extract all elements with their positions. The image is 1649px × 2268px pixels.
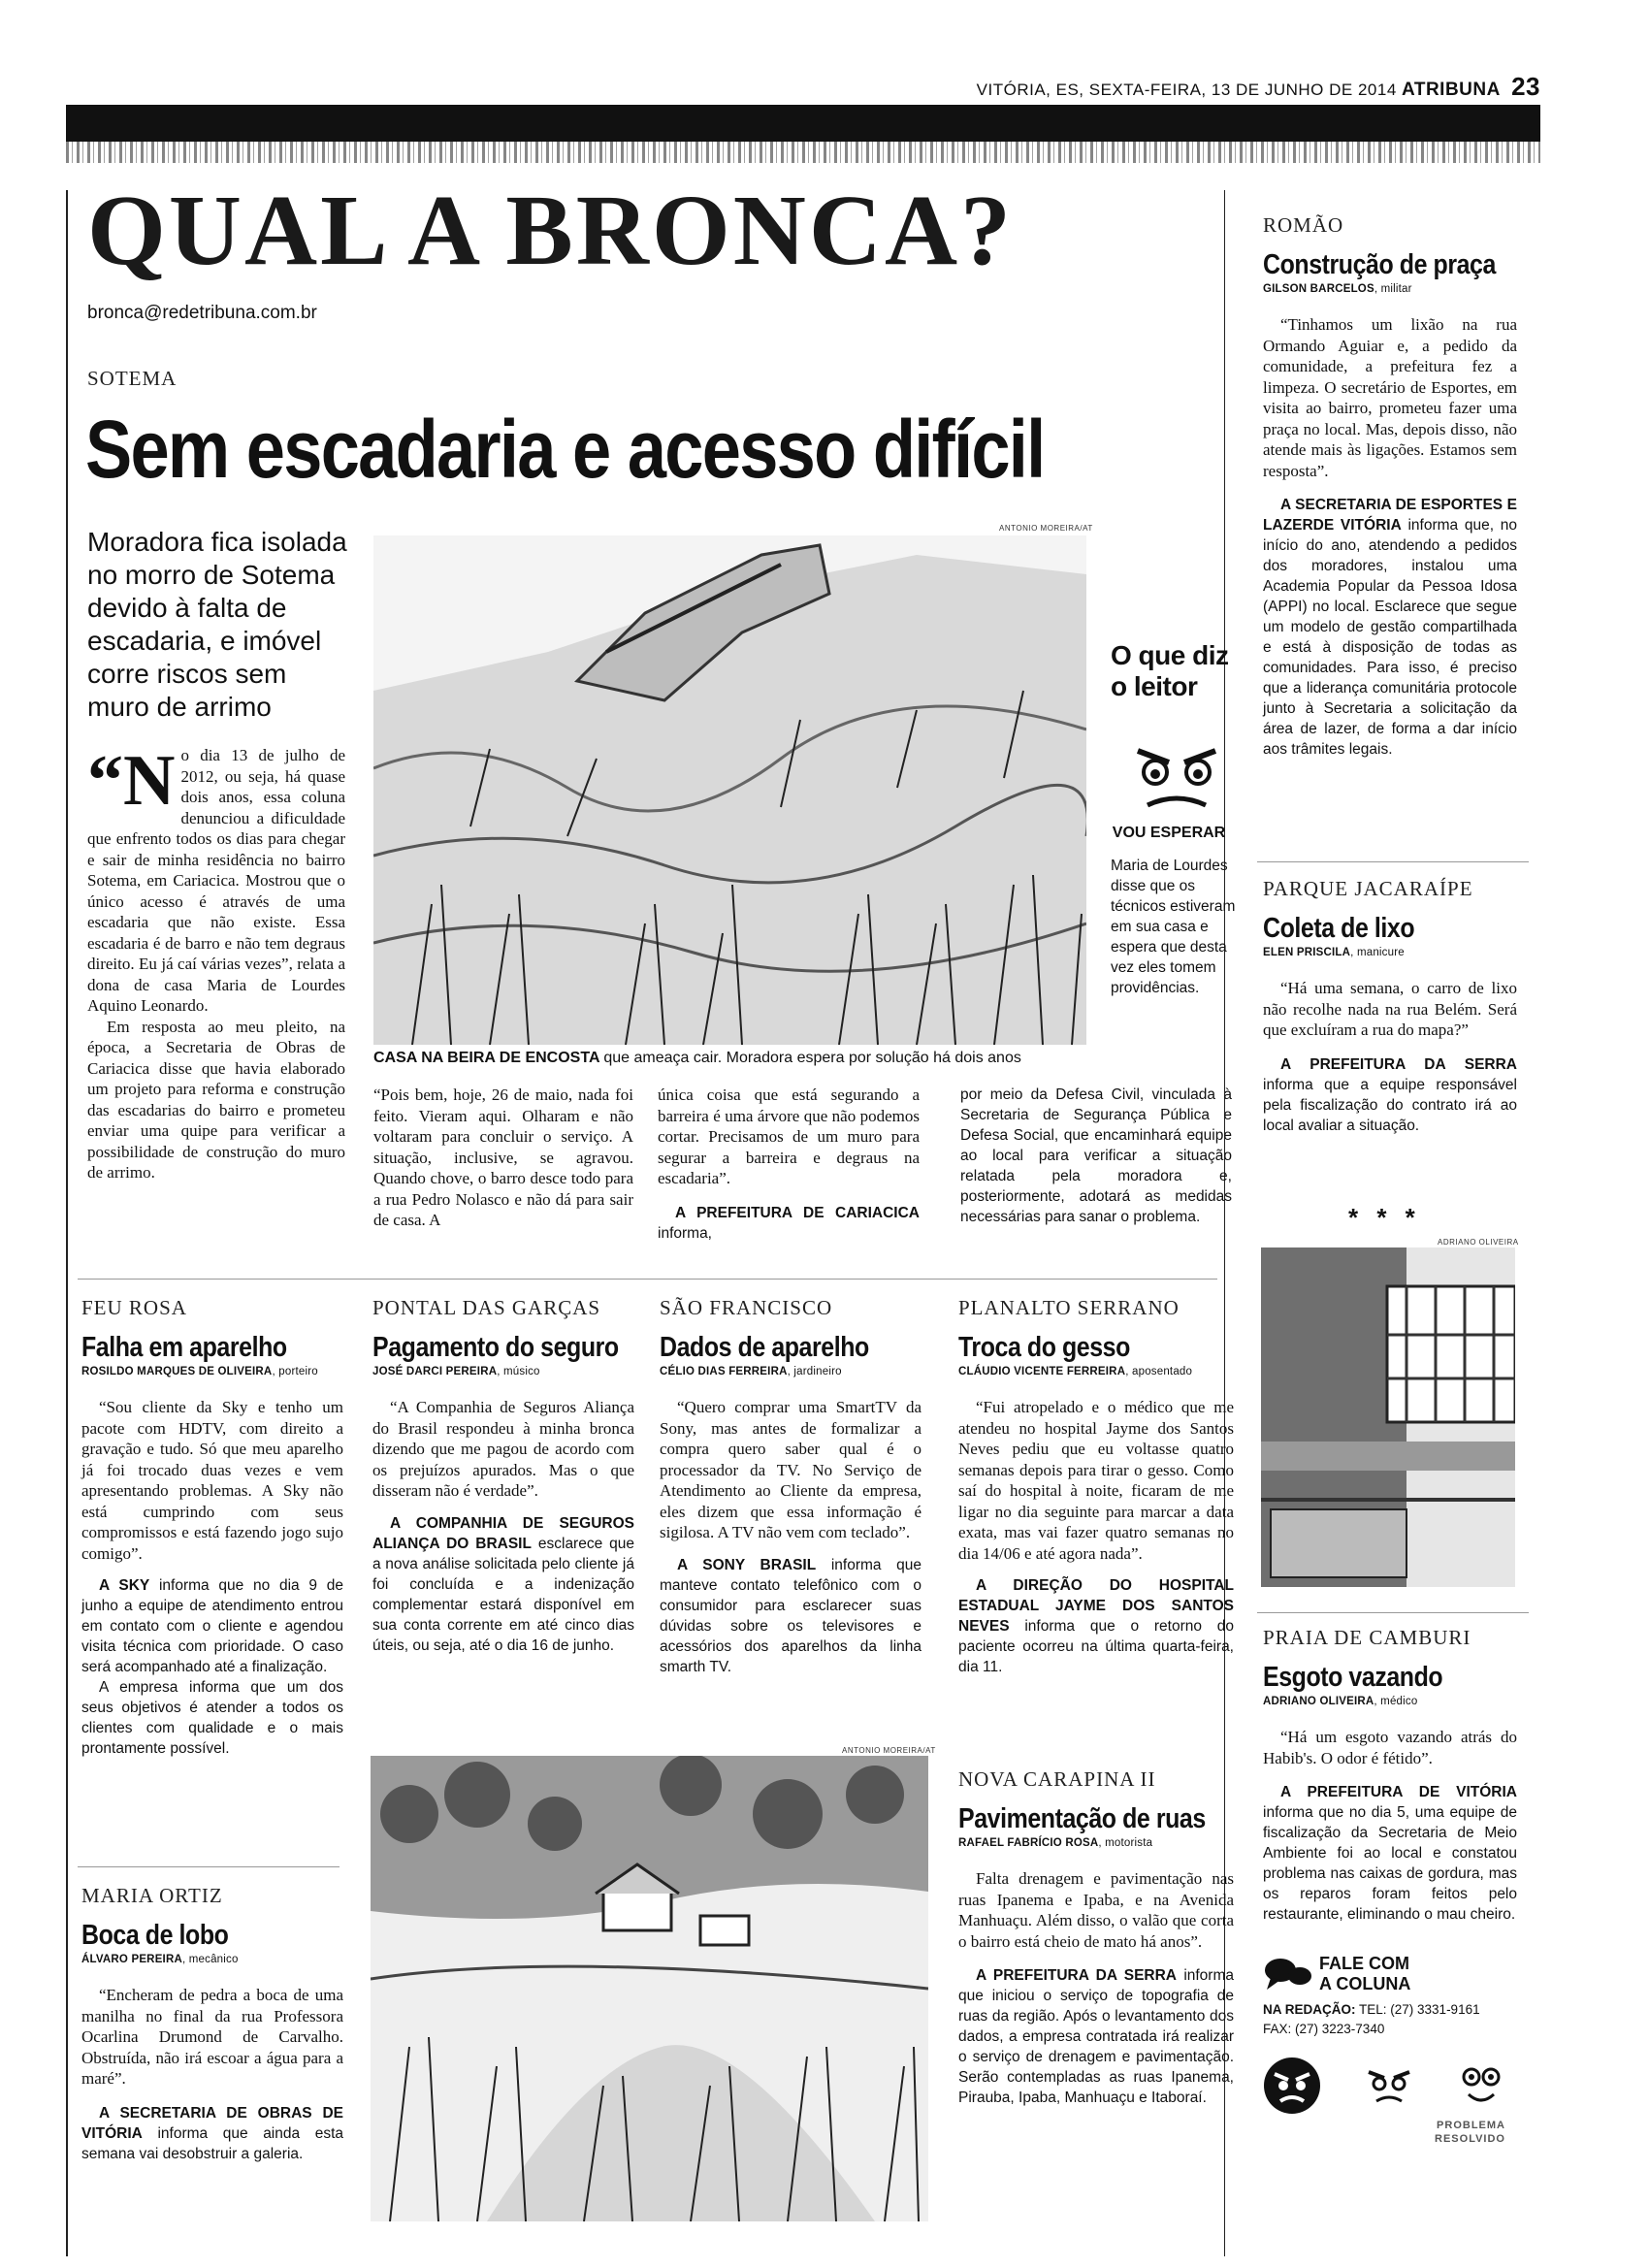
- main-deck: Moradora fica isolada no morro de Sotema devido à falta de escadaria, e imóvel corre riscos sem muro de arrimo: [87, 527, 347, 722]
- story-title: Esgoto vazando: [1263, 1662, 1443, 1693]
- story-response: A PREFEITURA DA SERRA informa que iniciou o serviço de topografia de ruas da região. Após o levantamento dos dados, a empresa contratada irá realizar o serviço de drenagem e pavimentação. Serão contempladas as ruas Ipanema, Pirauba, Ipaba, Manhuaçu e Itaboraí.: [958, 1967, 1234, 2106]
- contact-info: [1263, 2000, 1525, 2039]
- dateline: VITÓRIA, ES, SEXTA-FEIRA, 13 DE JUNHO DE 2014: [976, 81, 1397, 99]
- story-byline: GILSON BARCELOS, militar: [1263, 283, 1412, 295]
- furious-face-icon: [1263, 2057, 1321, 2115]
- legend-line-1: PROBLEMA: [1437, 2120, 1505, 2131]
- main-response-org: A PREFEITURA DE CARIACICA: [675, 1204, 920, 1221]
- main-body-col1: [87, 741, 345, 1183]
- reader-box: [1111, 640, 1237, 998]
- story-byline: ELEN PRISCILA, manicure: [1263, 947, 1405, 958]
- story-byline: CLÁUDIO VICENTE FERREIRA, aposentado: [958, 1366, 1193, 1377]
- story-title: Boca de lobo: [81, 1920, 229, 1951]
- header-bar: [66, 105, 1540, 142]
- legend-line-2: RESOLVIDO: [1435, 2133, 1505, 2145]
- contact-header: [1263, 1954, 1525, 1994]
- story-planalto: [958, 1296, 1234, 1677]
- story-quote: “Tinhamos um lixão na rua Ormando Aguiar e, a pedido da comunidade, a prefeitura fez a limpeza. O secretário de Esportes, em visita ao bairro, prometeu fazer uma praça no local. Mas, depois disso, não atende mais às ligações. Estamos sem resposta”.: [1263, 315, 1517, 480]
- caption-text: que ameaça cair. Moradora espera por solução há dois anos: [603, 1050, 1021, 1066]
- story-response: A PREFEITURA DA SERRA informa que a equipe responsável pela fiscalização do contrato irá ao local avaliar a situação.: [1263, 1055, 1517, 1134]
- contact-title-2: A COLUNA: [1319, 1974, 1411, 1993]
- bottom-photo-credit: ANTONIO MOREIRA/AT: [842, 1746, 936, 1755]
- story-pontal: [372, 1296, 634, 1656]
- story-title: Pavimentação de ruas: [958, 1803, 1206, 1834]
- story-response: A SKY informa que no dia 9 de junho a equipe de atendimento entrou em contato com o cliente e agendou visita técnica com prioridade. O caso será acompanhado até a finalização.: [81, 1577, 344, 1675]
- story-response: A COMPANHIA DE SEGUROS ALIANÇA DO BRASIL esclarece que a nova análise solicitada pelo cliente já foi concluída e a indenização complementar estará disponível em sua conta corrente em até cinco dias úteis, ou seja, até o dia 16 de junho.: [372, 1514, 634, 1654]
- story-kicker: ROMÃO: [1263, 213, 1344, 237]
- main-kicker: SOTEMA: [87, 367, 178, 390]
- story-quote: “Sou cliente da Sky e tenho um pacote com HDTV, com direito a gravação e tudo. Só que meu aparelho já foi trocado duas vezes e vem apresentando problemas. A Sky não está cumprindo com seus compromissos e está fazendo jogo sujo comigo”.: [81, 1398, 343, 1563]
- story-byline: ÁLVARO PEREIRA, mecânico: [81, 1954, 239, 1965]
- story-byline: ADRIANO OLIVEIRA, médico: [1263, 1696, 1418, 1707]
- right-photo: [1261, 1247, 1515, 1587]
- story-sao-francisco: [660, 1296, 922, 1677]
- column-title: QUAL A BRONCA?: [87, 175, 1015, 286]
- story-camburi: [1263, 1626, 1517, 1925]
- story-title: Falha em aparelho: [81, 1332, 287, 1363]
- hillside-house-illustration: [373, 535, 1086, 1045]
- right-separator-1: [1257, 861, 1529, 862]
- main-photo-caption: [373, 1050, 1021, 1067]
- paper-name: ATRIBUNA: [1402, 80, 1501, 100]
- story-response: A DIREÇÃO DO HOSPITAL ESTADUAL JAYME DOS SANTOS NEVES informa que o retorno do paciente ocorreu na última quarta-feira, dia 11.: [958, 1577, 1235, 1675]
- angry-face-icon: [1128, 737, 1225, 810]
- story-kicker: SÃO FRANCISCO: [660, 1296, 833, 1319]
- story-byline: ROSILDO MARQUES DE OLIVEIRA, porteiro: [81, 1366, 318, 1377]
- story-quote: “Há um esgoto vazando atrás do Habib's. O odor é fétido”.: [1263, 1728, 1517, 1767]
- story-kicker: MARIA ORTIZ: [81, 1884, 223, 1907]
- story-kicker: PARQUE JACARAÍPE: [1263, 877, 1473, 900]
- section-stars: * * *: [1348, 1203, 1421, 1232]
- story-title: Dados de aparelho: [660, 1332, 869, 1363]
- right-separator-2: [1257, 1612, 1529, 1613]
- contact-label: NA REDAÇÃO:: [1263, 2002, 1356, 2017]
- mood-legend-label: [1263, 2119, 1505, 2146]
- reader-mood: VOU ESPERAR: [1112, 825, 1226, 841]
- header-texture: [66, 142, 1540, 163]
- dropcap: “N: [87, 741, 176, 821]
- right-photo-credit: ADRIANO OLIVEIRA: [1438, 1238, 1519, 1247]
- happy-face-icon: [1457, 2061, 1505, 2110]
- main-photo-credit: ANTONIO MOREIRA/AT: [999, 524, 1093, 533]
- story-maria-ortiz: [81, 1884, 343, 2164]
- mood-legend: [1263, 2057, 1505, 2115]
- contact-phone[interactable]: TEL: (27) 3331-9161: [1359, 2002, 1480, 2017]
- story-response: A SECRETARIA DE ESPORTES E LAZERDE VITÓRIA informa que, no início do ano, atendendo a pedidos dos moradores, instalou uma Academia Popular da Pessoa Idosa (APPI) no local. Esclarece que segue um modelo de gestão compartilhada e está à disposição de todas as comunidades. Para isso, é preciso que a liderança comunitária protocole junto à Secretaria a solicitação da área de lazer, de forma a dar início aos trâmites legais.: [1263, 497, 1517, 758]
- page-number: 23: [1511, 72, 1540, 101]
- story-byline: RAFAEL FABRÍCIO ROSA, motorista: [958, 1837, 1153, 1849]
- contact-fax[interactable]: FAX: (27) 3223-7340: [1263, 2022, 1385, 2036]
- story-title: Pagamento do seguro: [372, 1332, 619, 1363]
- main-body-text-2: Em resposta ao meu pleito, na época, a Secretaria de Obras de Cariacica disse que havia elaborado um projeto para reforma e construção das escadarias do bairro e prometeu enviar uma quipe para verificar a possibilidade de construção do muro de arrimo.: [87, 1017, 345, 1182]
- story-title: Coleta de lixo: [1263, 913, 1415, 944]
- story-quote: “Fui atropelado e o médico que me atendeu no hospital Jayme dos Santos Neves pediu que eu voltasse quatro semanas depois para tirar o gesso. Como saí do hospital à noite, ficaram de me ligar no dia seguinte para marcar a data exata, mas vai fazer quatro semanas no dia 14/06 e até agora nada”.: [958, 1398, 1234, 1563]
- column-email[interactable]: bronca@redetribuna.com.br: [87, 303, 317, 323]
- main-response-lead: [658, 1203, 920, 1244]
- story-kicker: NOVA CARAPINA II: [958, 1767, 1156, 1791]
- main-body-col3: [658, 1085, 920, 1244]
- story-quote: Falta drenagem e pavimentação nas ruas Ipanema e Ipaba, e na Avenida Manhuaçu. Além disso, o valão que corta o bairro está cheio de mato há anos”.: [958, 1869, 1234, 1951]
- story-quote: “Há uma semana, o carro de lixo não recolhe nada na rua Belém. Será que excluíram a rua do mapa?”: [1263, 979, 1517, 1039]
- story-response: A SONY BRASIL informa que manteve contato telefônico com o consumidor para esclarecer suas dúvidas sobre os televisores e acessórios dos aparelhos da linha smarth TV.: [660, 1556, 922, 1675]
- maria-ortiz-separator: [78, 1866, 340, 1867]
- story-carapina: [958, 1767, 1234, 2108]
- story-byline: JOSÉ DARCI PEREIRA, músico: [372, 1366, 540, 1377]
- bottom-photo: [371, 1756, 928, 2221]
- story-romao: [1263, 213, 1517, 760]
- main-body-text: o dia 13 de julho de 2012, ou seja, há quase dois anos, essa coluna denunciou a dificuldade que enfrento todos os dias para chegar e sair de minha residência no bairro Sotema, em Cariacica. Mostrou que o único acesso é através de uma escadaria que não existe. Essa escadaria é de barro e não tem degraus direito. Eu já caí várias vezes”, relata a dona de casa Maria de Lourdes Aquino Leonardo.: [87, 746, 345, 1015]
- waiting-face-icon: [1365, 2066, 1413, 2105]
- story-feu-rosa: [81, 1296, 343, 1759]
- main-body-col3-text: única coisa que está segurando a barreira é uma árvore que não podemos cortar. Precisamos de um muro para segurar a barreira e degraus na escadaria”.: [658, 1085, 920, 1187]
- story-kicker: FEU ROSA: [81, 1296, 187, 1319]
- story-response: A PREFEITURA DE VITÓRIA informa que no dia 5, uma equipe de fiscalização da Secretaria de Meio Ambiente foi ao local e constatou problema nas caixas de gordura, mas os reparos foram feitos pelo restaurante, eliminando o mau cheiro.: [1263, 1784, 1517, 1923]
- row-separator: [78, 1279, 1217, 1280]
- reader-text: Maria de Lourdes disse que os técnicos estiveram em sua casa e espera que desta vez eles tomem providências.: [1111, 858, 1236, 996]
- story-jacaraipe: [1263, 877, 1517, 1136]
- contact-title: [1319, 1954, 1410, 1994]
- contact-title-1: FALE COM: [1319, 1954, 1409, 1973]
- story-kicker: PONTAL DAS GARÇAS: [372, 1296, 601, 1319]
- story-quote: “Quero comprar uma SmartTV da Sony, mas antes de formalizar a compra quero saber qual é o processador da TV. No Serviço de Atendimento ao Cliente da empresa, eles dizem que essa informação é sigilosa. A TV não vem com teclado”.: [660, 1398, 922, 1541]
- story-byline: CÉLIO DIAS FERREIRA, jardineiro: [660, 1366, 842, 1377]
- story-quote: “Encheram de pedra a boca de uma manilha no final da rua Professora Ocarlina Drumond de Carvalho. Obstruída, não irá escoar a água para a maré”.: [81, 1986, 343, 2088]
- page-folio: [977, 72, 1540, 102]
- main-response-col4: por meio da Defesa Civil, vinculada à Secretaria de Segurança Pública e Defesa Social, que encaminhará equipe ao local para verificar a situação relatada pela moradora e, posteriormente, adotará as medidas necessárias para sanar o problema.: [960, 1086, 1232, 1225]
- story-title: Construção de praça: [1263, 249, 1496, 280]
- ditch-vegetation-illustration: [371, 1756, 928, 2221]
- caption-lead: CASA NA BEIRA DE ENCOSTA: [373, 1050, 599, 1066]
- main-headline: Sem escadaria e acesso difícil: [85, 404, 1045, 495]
- main-photo: [373, 535, 1086, 1045]
- contact-box: [1263, 1954, 1525, 2146]
- main-body-col2: “Pois bem, hoje, 26 de maio, nada foi feito. Vieram aqui. Olharam e não voltaram para concluir o serviço. A situação, inclusive, se agravou. Quando chove, o barro desce todo para a rua Pedro Nolasco e não dá para sair de casa. A: [373, 1085, 633, 1229]
- speech-bubble-icon: [1263, 1955, 1313, 1993]
- main-response-lead-text: informa,: [658, 1224, 712, 1242]
- story-quote: “A Companhia de Seguros Aliança do Brasil respondeu à minha bronca dizendo que me pagou de acordo com os prejuízos apurados. Mas o que disseram não é verdade”.: [372, 1398, 634, 1500]
- story-title: Troca do gesso: [958, 1332, 1130, 1363]
- story-response-2: A empresa informa que um dos seus objetivos é atender a todos os clientes com qualidade e o mais prontamente possível.: [81, 1679, 343, 1757]
- story-kicker: PLANALTO SERRANO: [958, 1296, 1180, 1319]
- sewage-building-illustration: [1261, 1247, 1515, 1587]
- story-response: A SECRETARIA DE OBRAS DE VITÓRIA informa que ainda esta semana vai desobstruir a galeria.: [81, 2104, 343, 2162]
- story-kicker: PRAIA DE CAMBURI: [1263, 1626, 1471, 1649]
- reader-title: O que diz o leitor: [1111, 640, 1229, 701]
- left-rule: [66, 190, 68, 2256]
